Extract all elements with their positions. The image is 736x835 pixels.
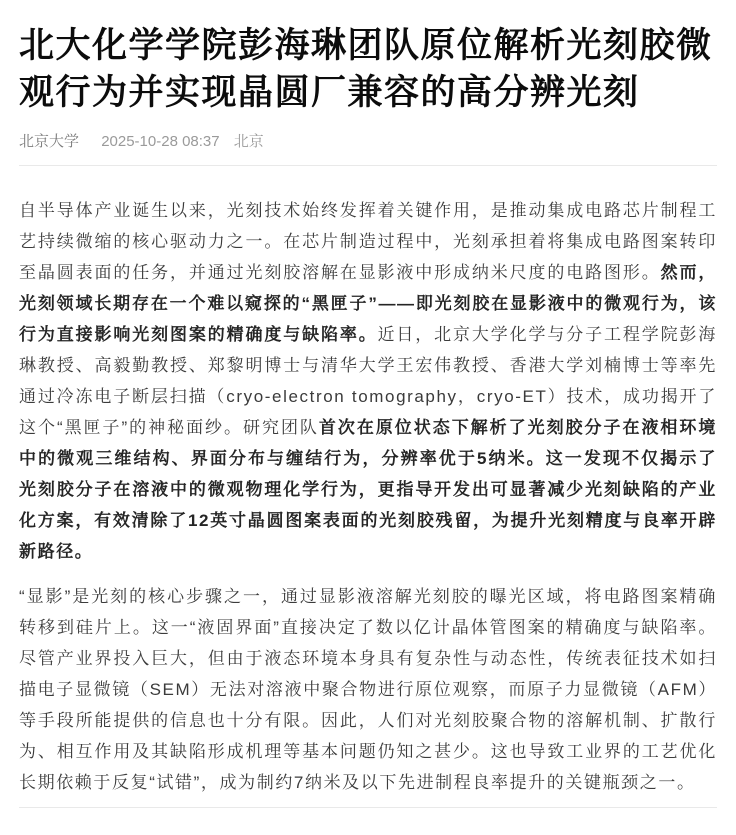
bottom-divider bbox=[19, 807, 717, 808]
publish-location: 北京 bbox=[233, 133, 264, 150]
article-meta bbox=[19, 131, 717, 152]
text-run: “显影”是光刻的核心步骤之一，通过显影液溶解光刻胶的曝光区域，将电路图案精确转移到硅片上。这一“液固界面”直接决定了数以亿计晶体管图案的精确度与缺陷率。尽管产业界投入巨大，但由于液态环境本身具有复杂性与动态性，传统表征技术如扫描电子显微镜（SEM）无法对溶液中聚合物进行原位观察，而原子力显微镜（AFM）等手段所能提供的信息也十分有限。因此，人们对光刻胶聚合物的溶解机制、扩散行为、相互作用及其缺陷形成机理等基本问题仍知之甚少。这也导致工业界的工艺优化长期依赖于反复“试错”，成为制约7纳米及以下先进制程良率提升的关键瓶颈之一。 bbox=[19, 587, 717, 792]
publish-time: 2025-10-28 08:37 bbox=[101, 133, 220, 150]
paragraph bbox=[19, 581, 717, 798]
text-run: 自半导体产业诞生以来，光刻技术始终发挥着关键作用，是推动集成电路芯片制程工艺持续微缩的核心驱动力之一。在芯片制造过程中，光刻承担着将集成电路图案转印至晶圆表面的任务，并通过光刻胶溶解在显影液中形成纳米尺度的电路图形。 bbox=[19, 201, 717, 282]
account-name[interactable]: 北京大学 bbox=[19, 133, 80, 150]
article-body bbox=[19, 195, 717, 798]
text-run: 近日，北京大学化学与分子工程学院彭海琳教授、高毅勤教授、郑黎明博士与清华大学王宏伟教授、香港大学刘楠博士等率先通过冷冻电子断层扫描（cryo-electron tomography，cryo-ET）技术，成功揭开了这个“黑匣子”的神秘面纱。研究团队 bbox=[19, 325, 717, 437]
article-title: 北大化学学院彭海琳团队原位解析光刻胶微观行为并实现晶圆厂兼容的高分辨光刻 bbox=[19, 26, 713, 112]
paragraph bbox=[19, 195, 717, 567]
bold-text-run: 然而，光刻领域长期存在一个难以窥探的“黑匣子”——即光刻胶在显影液中的微观行为，该行为直接影响光刻图案的精确度与缺陷率。 bbox=[19, 263, 717, 344]
meta-divider bbox=[19, 165, 717, 166]
bold-text-run: 首次在原位状态下解析了光刻胶分子在液相环境中的微观三维结构、界面分布与缠结行为，分辨率优于5纳米。这一发现不仅揭示了光刻胶分子在溶液中的微观物理化学行为，更指导开发出可显著减少光刻缺陷的产业化方案，有效清除了12英寸晶圆图案表面的光刻胶残留，为提升光刻精度与良率开辟新路径。 bbox=[19, 418, 717, 561]
